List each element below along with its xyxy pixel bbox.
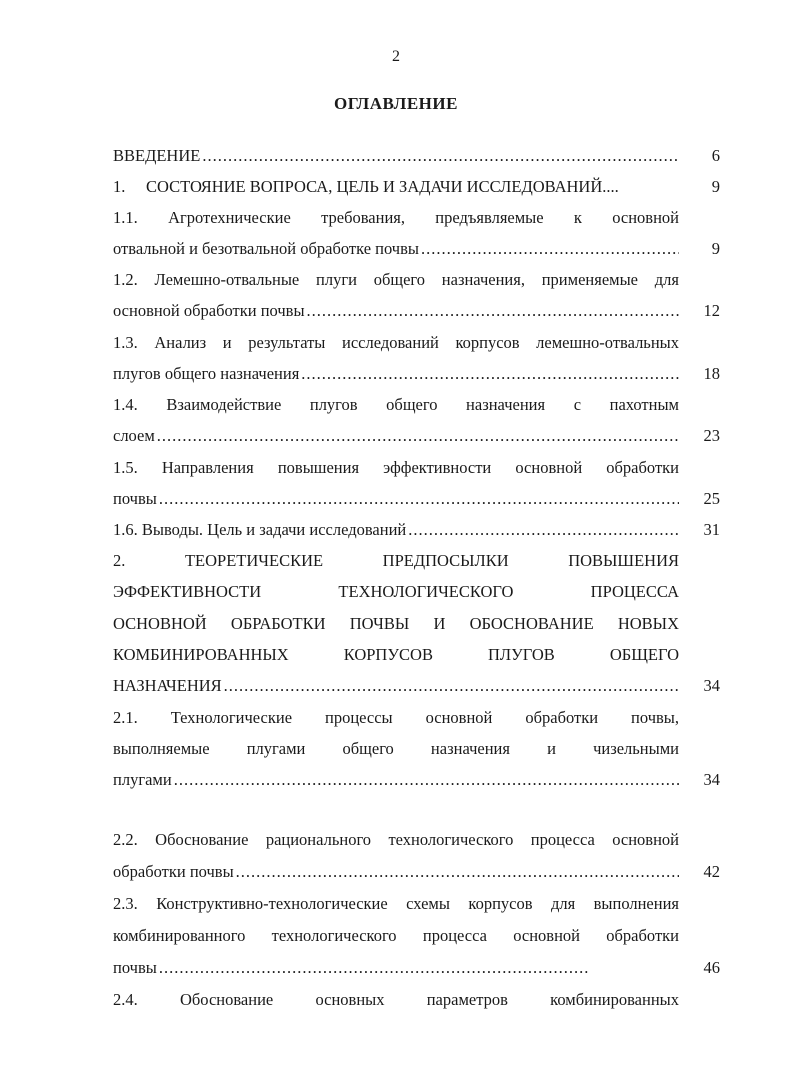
toc-page-number: 34 [703,770,720,789]
toc-entry-1-3[interactable] [113,363,679,385]
toc-entry-text: НАЗНАЧЕНИЯ [113,676,222,695]
leader-dots [421,238,679,260]
toc-entry-2-1[interactable] [113,769,679,791]
toc-entry-1-1[interactable] [113,238,679,260]
toc-entry-2-3-line2[interactable]: комбинированного технологического процесса основной обработки [113,926,679,945]
toc-entry-text: почвы [113,958,157,977]
toc-page-number: 6 [711,146,720,165]
toc-entry-2-2[interactable] [113,861,679,883]
toc-entry-intro[interactable] [113,145,679,167]
toc-page-number: 12 [703,301,720,320]
toc-entry-1-2[interactable] [113,300,679,322]
leader-dots [174,769,679,791]
toc-entry-text: плугами [113,770,172,789]
toc-entry-1-6[interactable] [113,519,679,541]
toc-entry-1-2-line1[interactable]: 1.2. Лемешно-отвальные плуги общего назначения, применяемые для [113,270,679,289]
toc-entry-chapter-2-line2[interactable]: ЭФФЕКТИВНОСТИ ТЕХНОЛОГИЧЕСКОГО ПРОЦЕССА [113,582,679,601]
toc-entry-text: отвальной и безотвальной обработке почвы [113,239,419,258]
toc-entry-chapter-2[interactable] [113,675,679,697]
leader-dots [236,861,679,883]
leader-dots [224,675,679,697]
toc-entry-text: ВВЕДЕНИЕ [113,146,201,165]
toc-heading: ОГЛАВЛЕНИЕ [334,94,458,113]
toc-entry-1-4-line1[interactable]: 1.4. Взаимодействие плугов общего назначения с пахотным [113,395,679,414]
toc-entry-text: обработки почвы [113,862,234,881]
toc-page-number: 9 [711,239,720,258]
toc-entry-1-5[interactable] [113,488,679,510]
toc-page-number: 9 [711,177,720,196]
leader-dots [301,363,679,385]
toc-entry-chapter-2-line1[interactable]: 2. ТЕОРЕТИЧЕСКИЕ ПРЕДПОСЫЛКИ ПОВЫШЕНИЯ [113,551,679,570]
toc-page-number: 34 [703,676,720,695]
toc-page-number: 23 [703,426,720,445]
toc-entry-text: основной обработки почвы [113,301,305,320]
leader-dots [157,425,679,447]
leader-dots [159,488,679,510]
toc-entry-2-3-line1[interactable]: 2.3. Конструктивно-технологические схемы корпусов для выполнения [113,894,679,913]
toc-page-number: 46 [703,958,720,977]
toc-entry-text: 1.6. Выводы. Цель и задачи исследований [113,520,407,539]
toc-entry-1-4[interactable] [113,425,679,447]
toc-entry-chapter-2-line3[interactable]: ОСНОВНОЙ ОБРАБОТКИ ПОЧВЫ И ОБОСНОВАНИЕ НОВЫХ [113,614,679,633]
toc-entry-text: плугов общего назначения [113,364,300,383]
toc-entry-2-2-line1[interactable]: 2.2. Обоснование рационального технологического процесса основной [113,830,679,849]
toc-page-number: 42 [703,862,720,881]
toc-entry-1-1-line1[interactable]: 1.1. Агротехнические требования, предъявляемые к основной [113,208,679,227]
toc-entry-2-1-line2[interactable]: выполняемые плугами общего назначения и чизельными [113,739,679,758]
leader-dots [408,519,679,541]
toc-entry-2-4-line1[interactable]: 2.4. Обоснование основных параметров комбинированных [113,990,679,1009]
toc-page-number: 18 [703,364,720,383]
page-number: 2 [392,48,400,65]
toc-entry-text: слоем [113,426,155,445]
toc-entry-1-3-line1[interactable]: 1.3. Анализ и результаты исследований корпусов лемешно-отвальных [113,333,679,352]
leader-dots [159,957,589,979]
toc-entry-chapter-2-line4[interactable]: КОМБИНИРОВАННЫХ КОРПУСОВ ПЛУГОВ ОБЩЕГО [113,645,679,664]
toc-entry-2-1-line1[interactable]: 2.1. Технологические процессы основной обработки почвы, [113,708,679,727]
toc-page-number: 31 [703,520,720,539]
toc-entry-2-3[interactable] [113,957,589,979]
toc-page-number: 25 [703,489,720,508]
toc-entry-text: почвы [113,489,157,508]
toc-entry-chapter-1[interactable]: 1. СОСТОЯНИЕ ВОПРОСА, ЦЕЛЬ И ЗАДАЧИ ИССЛЕДОВАНИЙ.... [113,177,619,196]
toc-entry-1-5-line1[interactable]: 1.5. Направления повышения эффективности основной обработки [113,458,679,477]
leader-dots [307,300,679,322]
leader-dots [202,145,679,167]
